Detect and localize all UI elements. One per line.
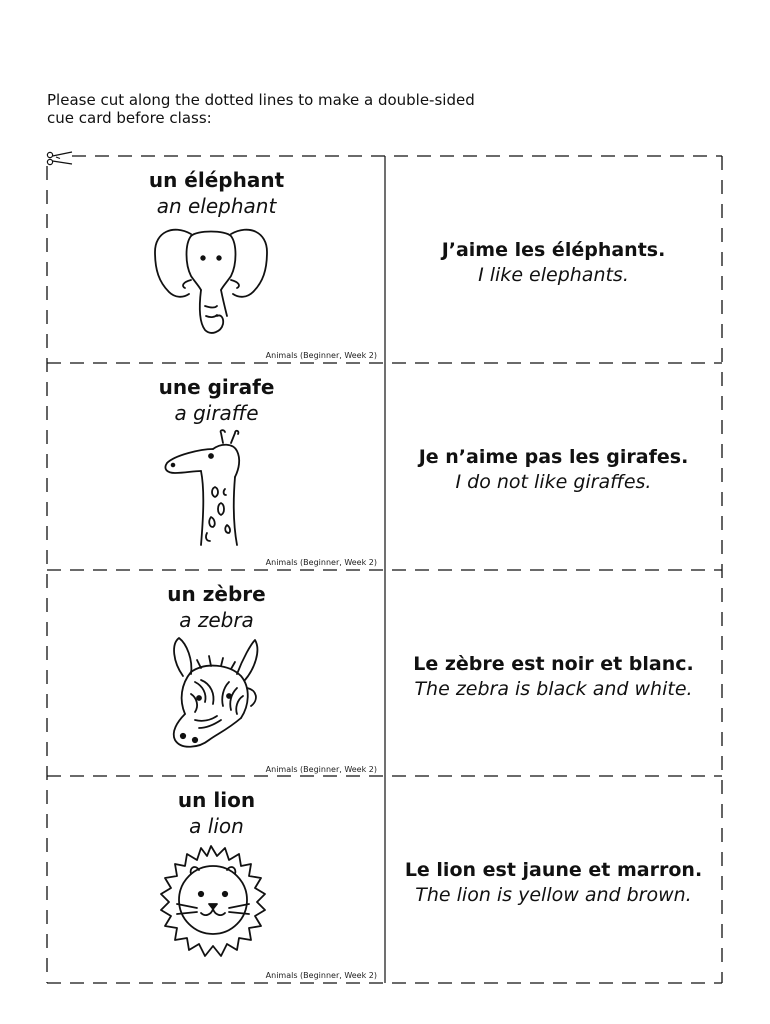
- lion-icon: [151, 842, 271, 962]
- footer-tag: Animals (Beginner, Week 2): [265, 558, 377, 567]
- card-front-zebra: [50, 574, 383, 779]
- sentence-french: Je n’aime pas les girafes.: [418, 445, 689, 468]
- word-french: un éléphant: [148, 168, 285, 192]
- zebra-icon: [151, 636, 271, 756]
- footer-tag: Animals (Beginner, Week 2): [265, 971, 377, 980]
- sentence-english: The lion is yellow and brown.: [415, 883, 692, 906]
- footer-tag: Animals (Beginner, Week 2): [265, 351, 377, 360]
- word-french: un lion: [177, 788, 256, 812]
- card-back-elephant: [387, 160, 720, 365]
- word-english: a zebra: [179, 608, 254, 632]
- card-back-zebra: [387, 574, 720, 779]
- card-back-giraffe: [387, 367, 720, 572]
- sentence-french: J’aime les éléphants.: [441, 238, 666, 261]
- sentence-english: I do not like giraffes.: [455, 470, 652, 493]
- elephant-icon: [151, 222, 271, 342]
- sentence-english: The zebra is black and white.: [414, 677, 693, 700]
- word-english: an elephant: [156, 194, 277, 218]
- sentence-french: Le zèbre est noir et blanc.: [413, 652, 694, 675]
- sentence-english: I like elephants.: [478, 263, 629, 286]
- card-front-lion: [50, 780, 383, 985]
- card-front-giraffe: [50, 367, 383, 572]
- word-english: a lion: [189, 814, 244, 838]
- instructions-line-2: cue card before class:: [47, 109, 212, 127]
- footer-tag: Animals (Beginner, Week 2): [265, 765, 377, 774]
- word-french: une girafe: [158, 375, 275, 399]
- word-english: a giraffe: [174, 401, 259, 425]
- instructions-line-1: Please cut along the dotted lines to make a double-sided: [47, 91, 475, 109]
- giraffe-icon: [151, 429, 271, 549]
- word-french: un zèbre: [167, 582, 266, 606]
- sentence-french: Le lion est jaune et marron.: [404, 858, 703, 881]
- instructions: [47, 91, 607, 127]
- card-front-elephant: [50, 160, 383, 365]
- card-back-lion: [387, 780, 720, 985]
